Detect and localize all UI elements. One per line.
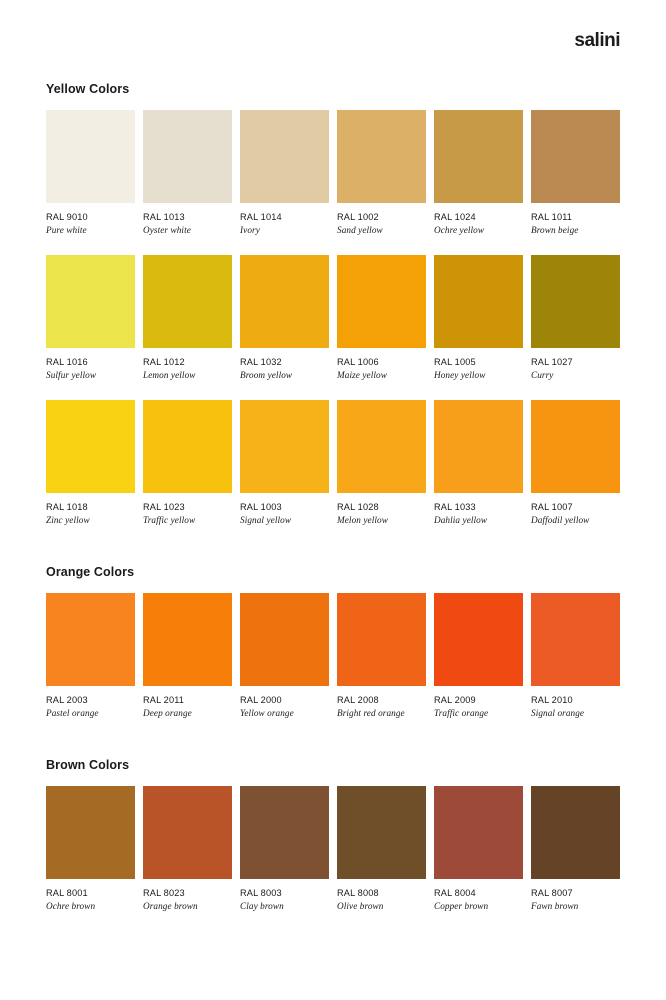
- swatch-code: RAL 1006: [337, 357, 379, 367]
- swatch-code: RAL 1023: [143, 502, 185, 512]
- color-swatch[interactable]: [143, 786, 232, 879]
- swatch-code: RAL 1012: [143, 357, 185, 367]
- section-title: Orange Colors: [46, 565, 135, 579]
- color-swatch[interactable]: [143, 255, 232, 348]
- section-divider-spacer: [46, 545, 620, 565]
- color-swatch[interactable]: [337, 255, 426, 348]
- color-swatch[interactable]: [531, 786, 620, 879]
- swatch-name: Traffic orange: [434, 708, 489, 718]
- swatch-name: Broom yellow: [240, 370, 293, 380]
- swatch-cell[interactable]: [46, 400, 135, 525]
- swatch-name: Bright red orange: [337, 708, 405, 718]
- swatch-code: RAL 2008: [337, 695, 379, 705]
- swatch-code: RAL 1007: [531, 502, 573, 512]
- color-swatch[interactable]: [240, 110, 329, 203]
- swatch-name: Yellow orange: [240, 708, 294, 718]
- swatch-name: Fawn brown: [531, 901, 579, 911]
- swatch-cell[interactable]: [531, 400, 620, 525]
- color-swatch[interactable]: [46, 593, 135, 686]
- color-swatch[interactable]: [434, 786, 523, 879]
- color-swatch[interactable]: [240, 255, 329, 348]
- color-swatch[interactable]: [240, 593, 329, 686]
- swatch-name: Honey yellow: [434, 370, 486, 380]
- swatch-name: Traffic yellow: [143, 515, 196, 525]
- swatch-code: RAL 1028: [337, 502, 379, 512]
- swatch-code: RAL 9010: [46, 212, 88, 222]
- swatch-name: Daffodil yellow: [531, 515, 590, 525]
- sections-container: [46, 0, 620, 911]
- swatch-name: Clay brown: [240, 901, 284, 911]
- swatch-name: Zinc yellow: [46, 515, 90, 525]
- swatch-code: RAL 1014: [240, 212, 282, 222]
- swatch-code: RAL 8003: [240, 888, 282, 898]
- swatch-name: Sulfur yellow: [46, 370, 97, 380]
- swatch-code: RAL 8008: [337, 888, 379, 898]
- swatch-name: Copper brown: [434, 901, 489, 911]
- color-swatch[interactable]: [240, 400, 329, 493]
- swatch-cell[interactable]: [531, 255, 620, 380]
- swatch-name: Sand yellow: [337, 225, 383, 235]
- color-swatch[interactable]: [240, 786, 329, 879]
- swatch-code: RAL 1018: [46, 502, 88, 512]
- swatch-code: RAL 1005: [434, 357, 476, 367]
- swatch-row: [46, 255, 620, 380]
- color-swatch[interactable]: [143, 400, 232, 493]
- swatch-cell[interactable]: [531, 110, 620, 235]
- swatch-code: RAL 1013: [143, 212, 185, 222]
- swatch-code: RAL 2000: [240, 695, 282, 705]
- swatch-row: [46, 786, 620, 911]
- swatch-name: Maize yellow: [337, 370, 387, 380]
- color-swatch[interactable]: [337, 400, 426, 493]
- swatch-cell[interactable]: [434, 786, 523, 911]
- swatch-name: Pure white: [46, 225, 87, 235]
- color-swatch[interactable]: [531, 110, 620, 203]
- brand-logo: salini: [574, 30, 620, 51]
- swatch-cell[interactable]: [143, 255, 232, 380]
- swatch-name: Melon yellow: [337, 515, 388, 525]
- swatch-name: Curry: [531, 370, 554, 380]
- swatch-cell[interactable]: [337, 400, 426, 525]
- color-swatch[interactable]: [337, 786, 426, 879]
- section-divider-spacer: [46, 738, 620, 758]
- swatch-cell[interactable]: [434, 593, 523, 718]
- swatch-name: Signal yellow: [240, 515, 292, 525]
- swatch-name: Ochre brown: [46, 901, 96, 911]
- color-swatch[interactable]: [531, 400, 620, 493]
- swatch-code: RAL 1003: [240, 502, 282, 512]
- section-title: Brown Colors: [46, 758, 130, 772]
- color-swatch[interactable]: [434, 400, 523, 493]
- swatch-cell[interactable]: [46, 110, 135, 235]
- swatch-code: RAL 1027: [531, 357, 573, 367]
- swatch-name: Ivory: [240, 225, 260, 235]
- swatch-row: [46, 593, 620, 718]
- swatch-cell[interactable]: [143, 786, 232, 911]
- swatch-name: Dahlia yellow: [434, 515, 488, 525]
- swatch-cell[interactable]: [240, 110, 329, 235]
- swatch-cell[interactable]: [240, 593, 329, 718]
- swatch-name: Signal orange: [531, 708, 585, 718]
- swatch-cell[interactable]: [143, 593, 232, 718]
- color-swatch[interactable]: [46, 400, 135, 493]
- swatch-name: Orange brown: [143, 901, 198, 911]
- swatch-cell[interactable]: [434, 255, 523, 380]
- swatch-cell[interactable]: [143, 110, 232, 235]
- swatch-cell[interactable]: [531, 786, 620, 911]
- swatch-cell[interactable]: [240, 786, 329, 911]
- swatch-name: Oyster white: [143, 225, 191, 235]
- swatch-name: Lemon yellow: [143, 370, 196, 380]
- swatch-code: RAL 1032: [240, 357, 282, 367]
- color-swatch[interactable]: [531, 255, 620, 348]
- swatch-code: RAL 8023: [143, 888, 185, 898]
- swatch-code: RAL 2003: [46, 695, 88, 705]
- swatch-name: Olive brown: [337, 901, 384, 911]
- swatch-name: Pastel orange: [46, 708, 99, 718]
- color-swatch[interactable]: [434, 593, 523, 686]
- swatch-cell[interactable]: [337, 786, 426, 911]
- swatch-name: Deep orange: [143, 708, 192, 718]
- swatch-code: RAL 2011: [143, 695, 185, 705]
- section-orange-colors: [46, 565, 620, 718]
- swatch-code: RAL 2010: [531, 695, 573, 705]
- color-swatch[interactable]: [337, 110, 426, 203]
- color-swatch[interactable]: [143, 110, 232, 203]
- swatch-cell[interactable]: [143, 400, 232, 525]
- color-swatch[interactable]: [46, 110, 135, 203]
- swatch-cell[interactable]: [46, 786, 135, 911]
- swatch-code: RAL 8004: [434, 888, 476, 898]
- color-swatch[interactable]: [46, 786, 135, 879]
- color-swatch[interactable]: [46, 255, 135, 348]
- color-swatch[interactable]: [143, 593, 232, 686]
- swatch-row: [46, 110, 620, 235]
- section-brown-colors: [46, 758, 620, 911]
- swatch-cell[interactable]: [337, 255, 426, 380]
- swatch-cell[interactable]: [337, 110, 426, 235]
- swatch-cell[interactable]: [240, 400, 329, 525]
- swatch-cell[interactable]: [434, 110, 523, 235]
- swatch-code: RAL 1011: [531, 212, 573, 222]
- color-swatch[interactable]: [337, 593, 426, 686]
- swatch-code: RAL 2009: [434, 695, 476, 705]
- swatch-code: RAL 1002: [337, 212, 379, 222]
- swatch-code: RAL 1016: [46, 357, 88, 367]
- swatch-cell[interactable]: [46, 255, 135, 380]
- swatch-name: Brown beige: [531, 225, 579, 235]
- swatch-cell[interactable]: [434, 400, 523, 525]
- swatch-code: RAL 8001: [46, 888, 88, 898]
- swatch-code: RAL 1024: [434, 212, 476, 222]
- section-title: Yellow Colors: [46, 82, 130, 96]
- section-yellow-colors: [46, 82, 620, 525]
- color-swatch[interactable]: [434, 255, 523, 348]
- swatch-code: RAL 1033: [434, 502, 476, 512]
- swatch-cell[interactable]: [337, 593, 426, 718]
- color-swatch[interactable]: [434, 110, 523, 203]
- swatch-name: Ochre yellow: [434, 225, 485, 235]
- swatch-cell[interactable]: [531, 593, 620, 718]
- swatch-row: [46, 400, 620, 525]
- swatch-cell[interactable]: [46, 593, 135, 718]
- swatch-cell[interactable]: [240, 255, 329, 380]
- color-swatch[interactable]: [531, 593, 620, 686]
- swatch-code: RAL 8007: [531, 888, 573, 898]
